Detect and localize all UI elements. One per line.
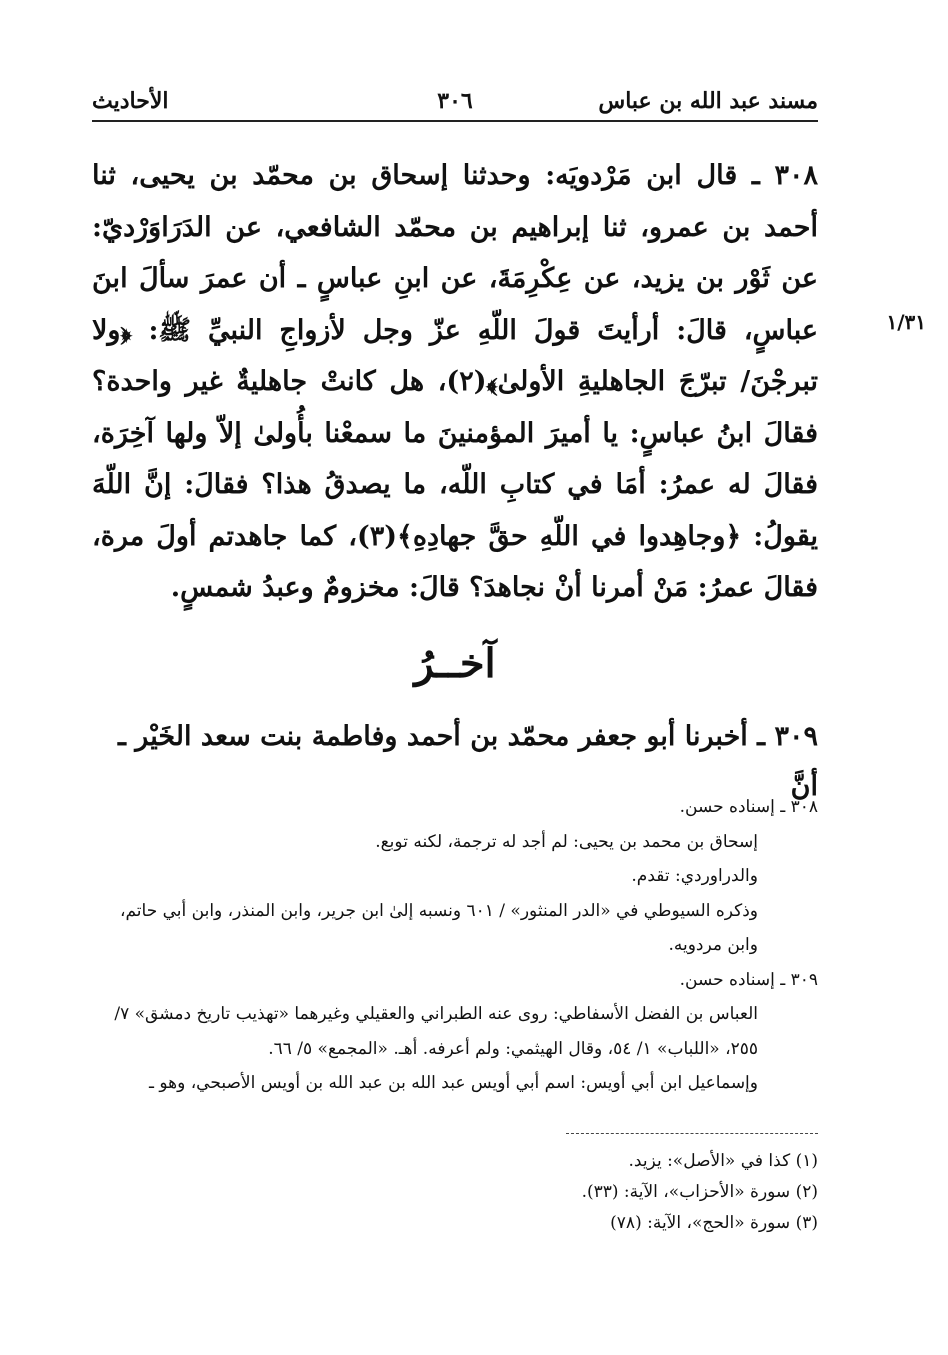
section-heading: آخــرُ (414, 640, 496, 687)
commentary-line: ٣٠٨ ـ إسناده حسن. (679, 797, 818, 817)
footnote-3: (٣) سورة «الحج»، الآية: (٧٨) (610, 1213, 818, 1233)
section-title: الأحاديث (92, 88, 169, 114)
hadith-309-text: ٣٠٩ ـ أخبرنا أبو جعفر محمّد بن أحمد وفاطمة بنت سعد الخَيْر ـ أنَّ (117, 721, 818, 802)
book-title: مسند عبد الله بن عباس (598, 88, 818, 114)
hadith-308 (92, 150, 818, 614)
running-header (92, 84, 818, 122)
commentary-line: والدراوردي: تقدم. (631, 866, 758, 886)
commentary-line: إسحاق بن محمد بن يحيى: لم أجد له ترجمة، لكنه توبع. (375, 831, 758, 852)
hadith-308-text: ٣٠٨ ـ قال ابن مَرْدويَه: وحدثنا إسحاق بن محمّد بن يحيى، ثنا أحمد بن عمرو، ثنا إبراهيم بن محمّد الشافعي، عن الدَرَاوَرْديّ: عن ثَوْر بن يزيد، عن عِكْرِمَةَ، عن ابنِ عباسٍ ـ أن عمرَ سألَ ابنَ عباسٍ، قالَ: أرأيتَ قولَ اللّهِ عزّ وجل لأزواجِ النبيِّ ﷺ: ﴿ولا تبرجْنَ/ تبرّجَ الجاهليةِ الأولىٰ﴾(٢)، هل كانتْ جاهليةٌ غير واحدة؟ فقالَ ابنُ عباسٍ: يا أميرَ المؤمنينَ ما سمعْنا بأُولىٰ إلاّ ولها آخِرَة، فقالَ له عمرُ: أمَا في كتابِ اللّه، ما يصدقُ هذا؟ فقالَ: إنَّ اللّهَ يقولُ: ﴿وجاهِدوا في اللّهِ حقَّ جهادِهِ﴾(٣)، كما جاهدتم أولَ مرة، فقالَ عمرُ: مَنْ أمرنا أنْ نجاهدَ؟ قالَ: مخزومٌ وعبدُ شمسٍ. (92, 160, 818, 603)
commentary-line: وإسماعيل ابن أبي أويس: اسم أبي أويس عبد الله بن عبد الله بن أويس الأصبحي، وهو ـ (148, 1073, 758, 1093)
commentary-line: العباس بن الفضل الأسفاطي: روى عنه الطبراني والعقيلي وغيرهما «تهذيب تاريخ دمشق» ٧/ ٢٥٥، «اللباب» ١/ ٥٤، وقال الهيثمي: ولم أعرفه. أهـ. «المجمع» ٥/ ٦٦. (114, 1004, 758, 1059)
margin-reference: ١/٣١ (886, 310, 926, 334)
footnote-2: (٢) سورة «الأحزاب»، الآية: (٣٣). (581, 1182, 818, 1202)
commentary-line: ٣٠٩ ـ إسناده حسن. (679, 969, 818, 990)
commentary (92, 790, 818, 1101)
footnote-divider (566, 1133, 818, 1134)
commentary-line: وذكره السيوطي في «الدر المنثور» / ٦٠١ ونسبه إلىٰ ابن جرير، وابن المنذر، وابن أبي حاتم، وابن مردويه. (120, 900, 758, 955)
footnotes (92, 1146, 818, 1239)
page-number: ٣٠٦ (437, 88, 473, 114)
footnote-1: (١) كذا في «الأصل»: يزيد. (628, 1151, 818, 1171)
